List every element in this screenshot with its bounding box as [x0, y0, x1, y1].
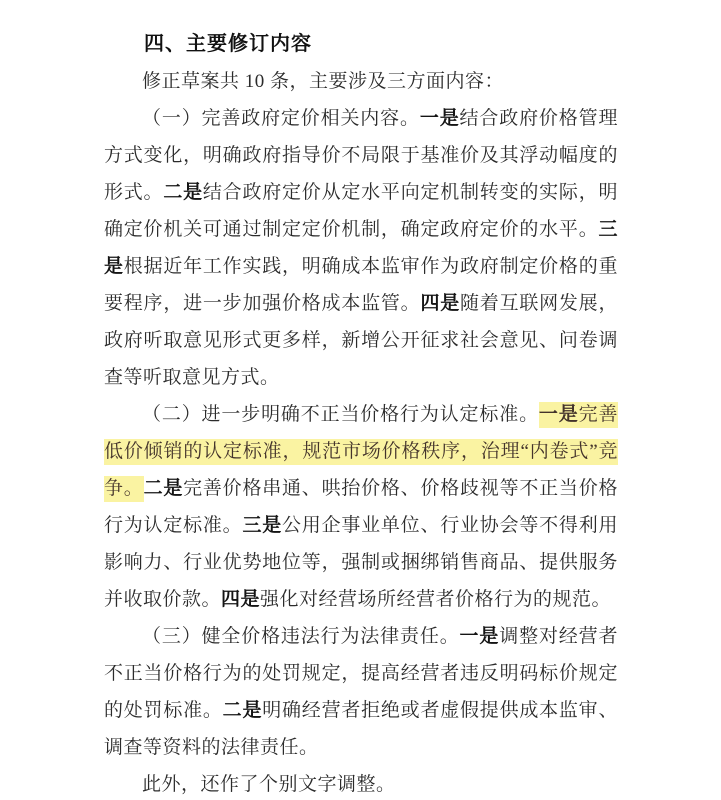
text-run: 结合政府价格管理方式变化，明确政府指导价不局限于基准价及其浮动幅度的形式。 — [104, 108, 618, 203]
bold-marker: 一是 — [419, 108, 460, 129]
text-run: 此外，还作了个别文字调整。 — [142, 774, 396, 795]
paragraph — [104, 396, 618, 618]
highlighted-bold-marker: 一是 — [539, 402, 579, 428]
bold-marker: 四是 — [221, 589, 261, 610]
text-run: 结合政府定价从定水平向定机制转变的实际，明确定价机关可通过制定定价机制，确定政府定价的水平。 — [104, 182, 618, 240]
paragraph — [104, 100, 618, 396]
paragraph — [104, 618, 618, 766]
bold-marker: 二是 — [163, 182, 203, 203]
section-heading: 四、主要修订内容 — [144, 33, 312, 55]
highlighted-text: 完善低价倾销的认定标准，规范市场价格秩序，治理“内卷式”竞争。 — [104, 402, 618, 502]
text-run: 调整对经营者不正当价格行为的处罚规定，提高经营者违反明码标价规定的处罚标准。 — [104, 626, 618, 721]
text-run: 修正草案共 10 条，主要涉及三方面内容： — [142, 71, 505, 92]
text-run: （三）健全价格违法行为法律责任。 — [142, 626, 460, 647]
bold-marker: 二是 — [222, 700, 263, 721]
text-run: 完善价格串通、哄抬价格、价格歧视等不正当价格行为认定标准。 — [104, 478, 618, 536]
bold-marker: 四是 — [420, 293, 461, 314]
text-run: 根据近年工作实践，明确成本监审作为政府制定价格的重要程序，进一步加强价格成本监管。 — [104, 256, 618, 314]
bold-marker: 三是 — [104, 219, 618, 277]
paragraph — [104, 766, 618, 800]
text-run: （二）进一步明确不正当价格行为认定标准。 — [142, 404, 539, 425]
text-run: 公用企事业单位、行业协会等不得利用影响力、行业优势地位等，强制或捆绑销售商品、提供服务并收取价款。 — [104, 515, 618, 610]
paragraph — [104, 63, 618, 100]
text-run: 强化对经营场所经营者价格行为的规范。 — [260, 589, 612, 610]
document-body — [104, 63, 618, 800]
bold-marker: 二是 — [143, 478, 184, 499]
text-run: 随着互联网发展，政府听取意见形式更多样，新增公开征求社会意见、问卷调查等听取意见方式。 — [104, 293, 618, 388]
text-run: 明确经营者拒绝或者虚假提供成本监审、调查等资料的法律责任。 — [104, 700, 618, 758]
document-content — [104, 26, 618, 800]
bold-marker: 三是 — [242, 515, 283, 536]
text-run: （一）完善政府定价相关内容。 — [142, 108, 420, 129]
bold-marker: 一是 — [459, 626, 500, 647]
